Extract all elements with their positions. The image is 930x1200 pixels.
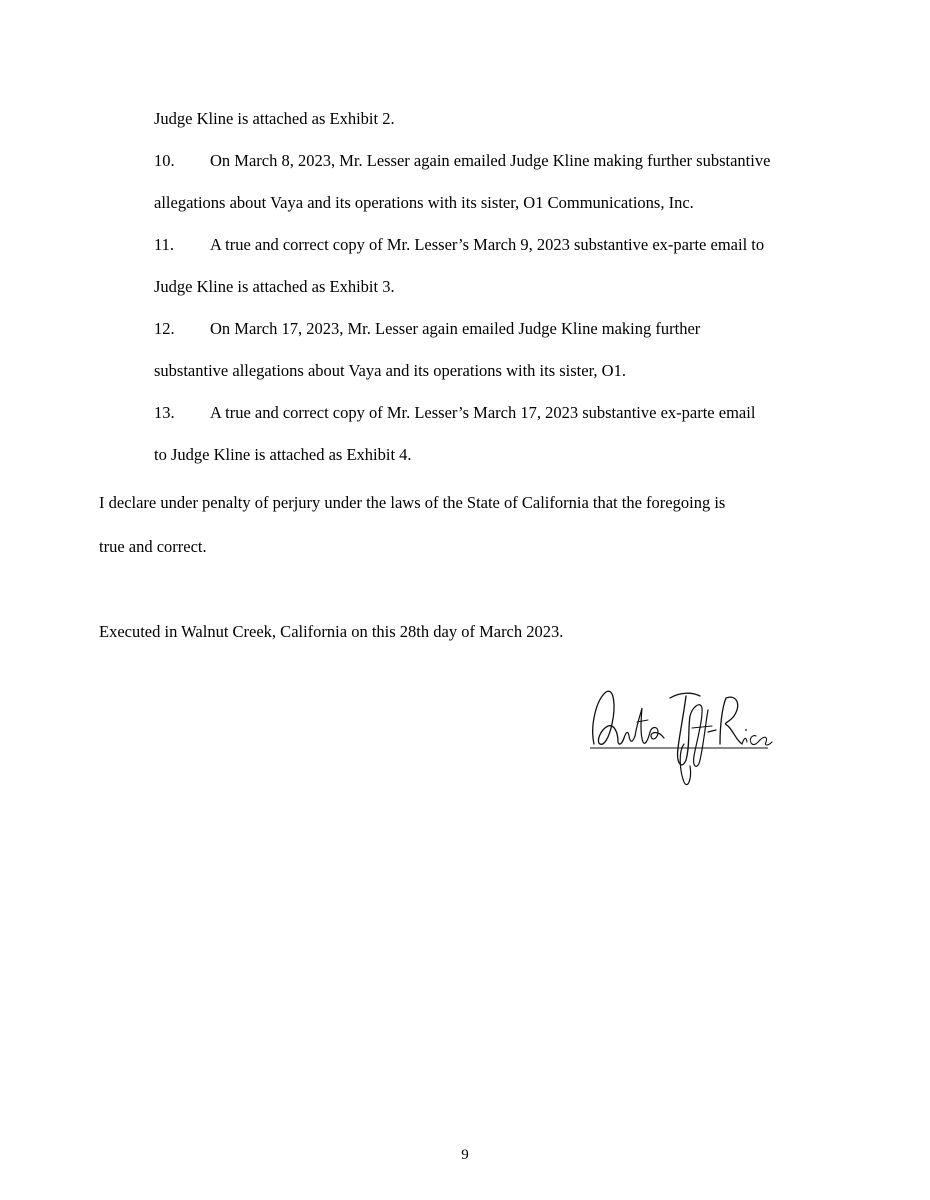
paragraph-number: 13.	[154, 403, 175, 422]
paragraph-12-line-2: substantive allegations about Vaya and its operations with its sister, O1.	[154, 361, 626, 380]
signature	[588, 686, 774, 790]
declaration-line-1: I declare under penalty of perjury under the laws of the State of California that the foregoing is	[99, 493, 726, 512]
continuation-line: Judge Kline is attached as Exhibit 2.	[154, 109, 395, 128]
paragraph-number: 11.	[154, 235, 175, 254]
paragraph-13-line-1: A true and correct copy of Mr. Lesser’s March 17, 2023 substantive ex-parte email	[210, 403, 756, 422]
executed-statement: Executed in Walnut Creek, California on this 28th day of March 2023.	[99, 622, 564, 641]
paragraph-12-line-1: On March 17, 2023, Mr. Lesser again emailed Judge Kline making further	[210, 319, 701, 338]
paragraph-11-line-1: A true and correct copy of Mr. Lesser’s March 9, 2023 substantive ex-parte email to	[210, 235, 765, 254]
page-number: 9	[461, 1147, 469, 1163]
paragraph-number: 10.	[154, 151, 175, 170]
paragraph-10-line-1: On March 8, 2023, Mr. Lesser again emailed Judge Kline making further substantive	[210, 151, 771, 170]
paragraph-11-line-2: Judge Kline is attached as Exhibit 3.	[154, 277, 395, 296]
declaration-line-2: true and correct.	[99, 537, 207, 556]
paragraph-13-line-2: to Judge Kline is attached as Exhibit 4.	[154, 445, 412, 464]
paragraph-number: 12.	[154, 319, 175, 338]
paragraph-10-line-2: allegations about Vaya and its operations with its sister, O1 Communications, Inc.	[154, 193, 694, 212]
